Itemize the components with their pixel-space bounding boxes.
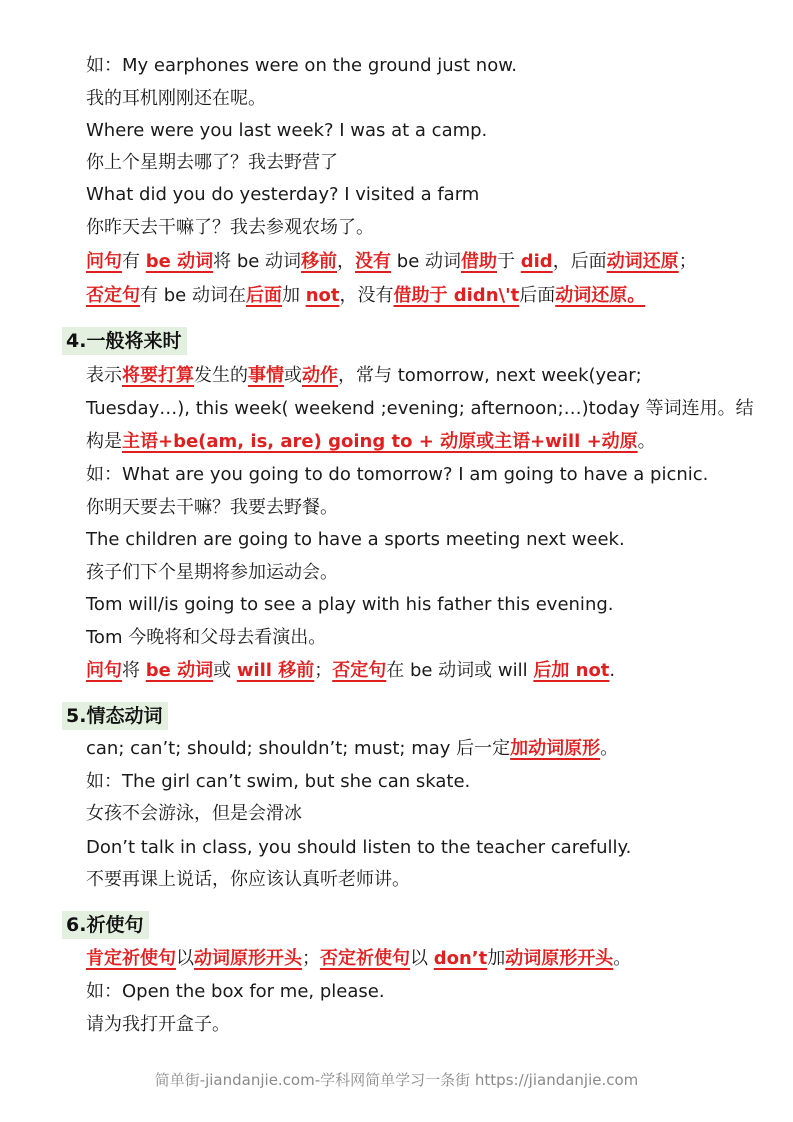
future-example-3-cn: Tom 今晚将和父母去看演出。: [86, 627, 327, 648]
imperative-example-cn: 请为我打开盒子。: [86, 1014, 230, 1035]
future-example-2: The children are going to have a sports meeting next week.: [86, 529, 625, 550]
future-example-2-cn: 孩子们下个星期将参加运动会。: [86, 562, 338, 583]
line-example-2: Where were you last week? I was at a camp.: [86, 120, 488, 141]
future-example-1-cn: 你明天要去干嘛？我要去野餐。: [86, 497, 338, 518]
future-definition: 表示将要打算发生的事情或动作，常与 tomorrow, next week(year;: [86, 365, 642, 386]
line-example-1: 如：My earphones were on the ground just now.: [86, 55, 518, 76]
modal-example-1: 如：The girl can’t swim, but she can skate.: [86, 771, 471, 792]
imperative-example: 如：Open the box for me, please.: [86, 981, 385, 1002]
modal-example-2: Don’t talk in class, you should listen to the teacher carefully.: [86, 837, 632, 858]
imperative-rule: 肯定祈使句以动词原形开头；否定祈使句以 don’t加动词原形开头。: [86, 948, 632, 969]
line-example-1-cn: 我的耳机刚刚还在呢。: [86, 88, 266, 109]
future-rule: 问句将 be 动词或 will 移前；否定句在 be 动词或 will 后加 not.: [86, 660, 616, 681]
page-footer-watermark: 简单街-jiandanjie.com-学科网简单学习一条街 https://jiandanjie.com: [154, 1071, 639, 1089]
future-structure: 构是主语+be(am, is, are) going to + 动原或主语+will +动原。: [86, 431, 656, 452]
line-example-3: What did you do yesterday? I visited a farm: [86, 184, 480, 205]
modal-rule: can; can’t; should; shouldn’t; must; may 后一定加动词原形。: [86, 738, 619, 759]
section-heading-future: 4.一般将来时: [62, 327, 187, 355]
section-heading-modal: 5.情态动词: [62, 702, 168, 730]
modal-example-1-cn: 女孩不会游泳，但是会滑冰: [86, 803, 302, 824]
modal-example-2-cn: 不要再课上说话，你应该认真听老师讲。: [86, 869, 410, 890]
section-heading-imperative: 6.祈使句: [62, 911, 149, 939]
future-example-3: Tom will/is going to see a play with his father this evening.: [86, 594, 614, 615]
future-definition-2: Tuesday…), this week( weekend ;evening; afternoon;…)today 等词连用。结: [86, 398, 754, 419]
rule-question-past: 问句有 be 动词将 be 动词移前，没有 be 动词借助于 did，后面动词还原；: [86, 251, 697, 272]
line-example-3-cn: 你昨天去干嘛了？我去参观农场了。: [86, 217, 374, 238]
rule-negative-past: 否定句有 be 动词在后面加 not，没有借助于 didn\'t后面动词还原。: [86, 285, 646, 306]
line-example-2-cn: 你上个星期去哪了？我去野营了: [86, 152, 338, 173]
future-example-1: 如：What are you going to do tomorrow? I am going to have a picnic.: [86, 464, 709, 485]
